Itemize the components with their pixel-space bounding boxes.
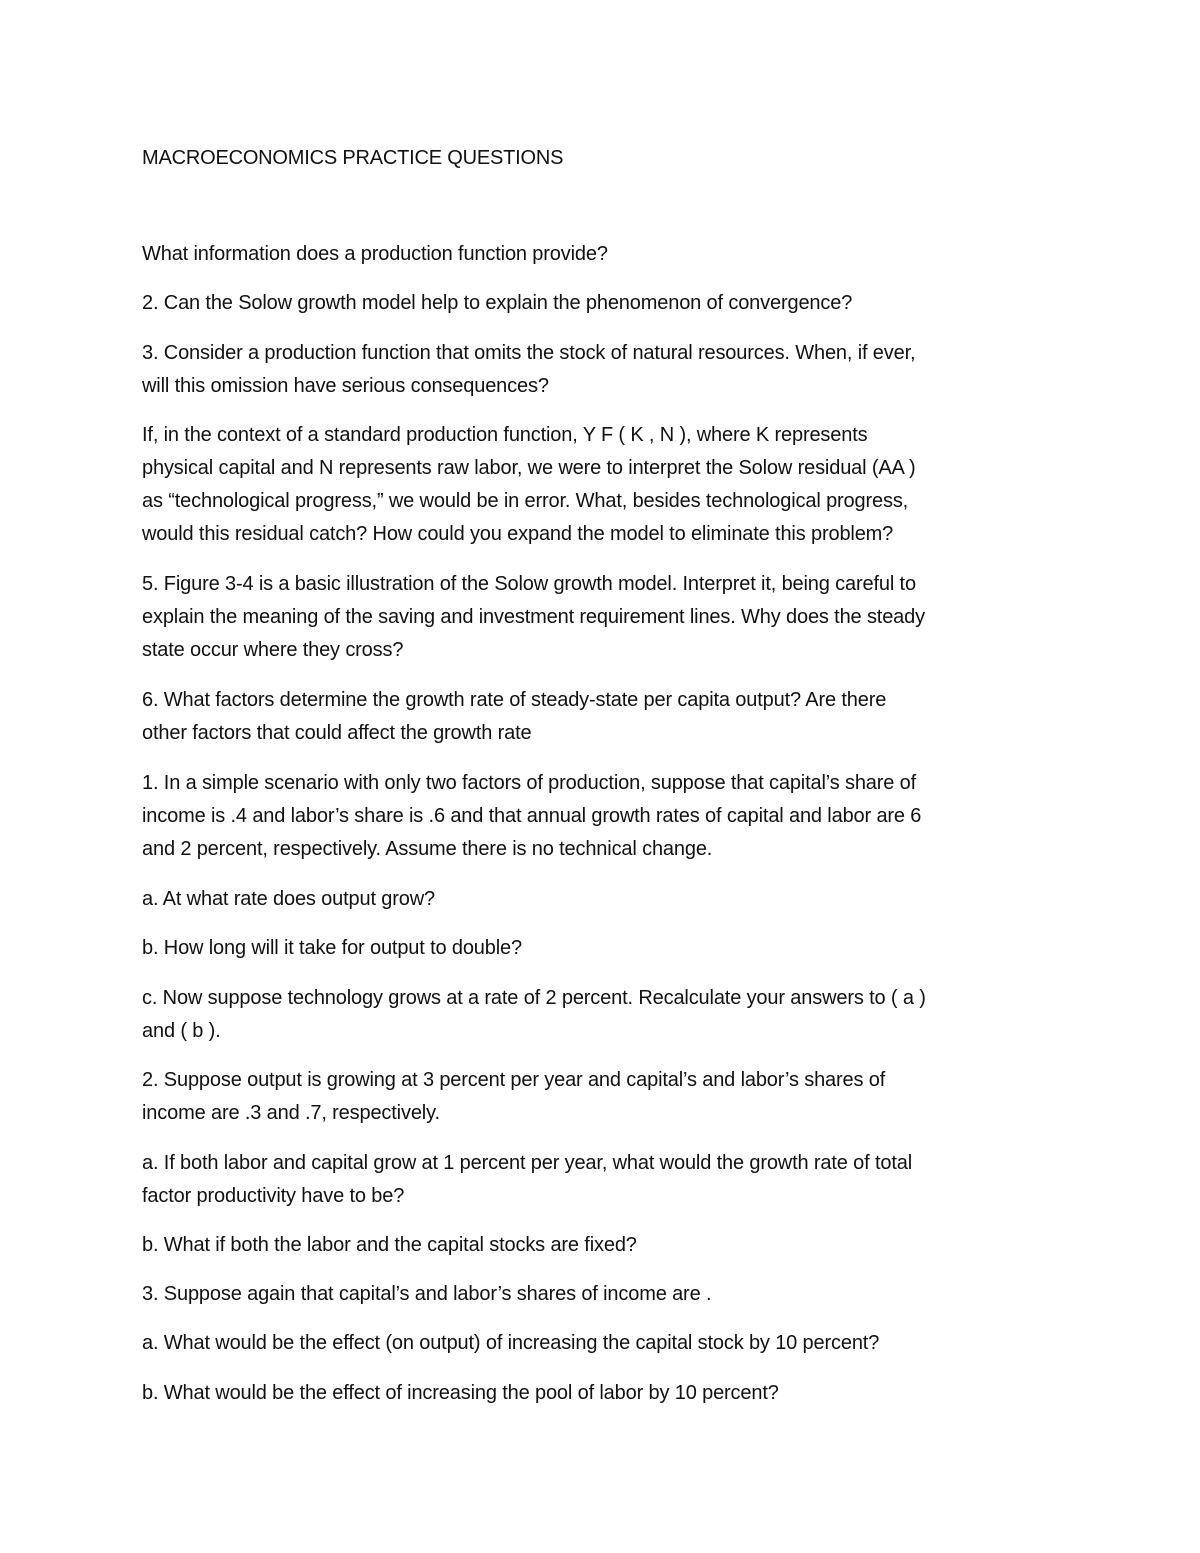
problem-2-part-b: b. What if both the labor and the capital stocks are fixed?: [142, 1234, 637, 1256]
question-6-growth-factors: 6. What factors determine the growth rate of steady-state per capita output? Are there other factors that could affect the growth rate: [142, 689, 887, 744]
question-solow-residual: If, in the context of a standard production function, Y F ( K , N ), where K represents physical capital and N represents raw labor, we were to interpret the Solow residual (AA ) as “technological progress,” we would be in error. What, besides technological progress, would this residual catch? How could you expand the model to eliminate this problem?: [142, 424, 916, 545]
problem-1-part-b: b. How long will it take for output to double?: [142, 937, 522, 959]
problem-3-part-a: a. What would be the effect (on output) of increasing the capital stock by 10 percent?: [142, 1332, 880, 1354]
problem-2-part-a: a. If both labor and capital grow at 1 percent per year, what would the growth rate of total factor productivity have to be?: [142, 1152, 912, 1207]
problem-1-intro: 1. In a simple scenario with only two factors of production, suppose that capital’s share of income is .4 and labor’s share is .6 and that annual growth rates of capital and labor are 6 and 2 percent, respectively. Assume there is no technical change.: [142, 772, 922, 860]
problem-2-intro: 2. Suppose output is growing at 3 percent per year and capital’s and labor’s shares of income are .3 and .7, respectively.: [142, 1069, 886, 1124]
problem-1-part-a: a. At what rate does output grow?: [142, 888, 436, 910]
problem-3-intro: 3. Suppose again that capital’s and labor’s shares of income are .: [142, 1283, 712, 1305]
question-5-figure: 5. Figure 3-4 is a basic illustration of the Solow growth model. Interpret it, being careful to explain the meaning of the saving and investment requirement lines. Why does the steady state occur where they cross?: [142, 573, 925, 661]
problem-3-part-b: b. What would be the effect of increasing the pool of labor by 10 percent?: [142, 1382, 779, 1404]
problem-1-part-c: c. Now suppose technology grows at a rate of 2 percent. Recalculate your answers to ( a ) and ( b ).: [142, 987, 926, 1042]
question-3-natural-resources: 3. Consider a production function that omits the stock of natural resources. When, if ever, will this omission have serious consequences?: [142, 342, 916, 397]
question-2-convergence: 2. Can the Solow growth model help to explain the phenomenon of convergence?: [142, 292, 853, 314]
question-production-function: What information does a production function provide?: [142, 243, 608, 265]
page-title: MACROECONOMICS PRACTICE QUESTIONS: [142, 147, 564, 169]
